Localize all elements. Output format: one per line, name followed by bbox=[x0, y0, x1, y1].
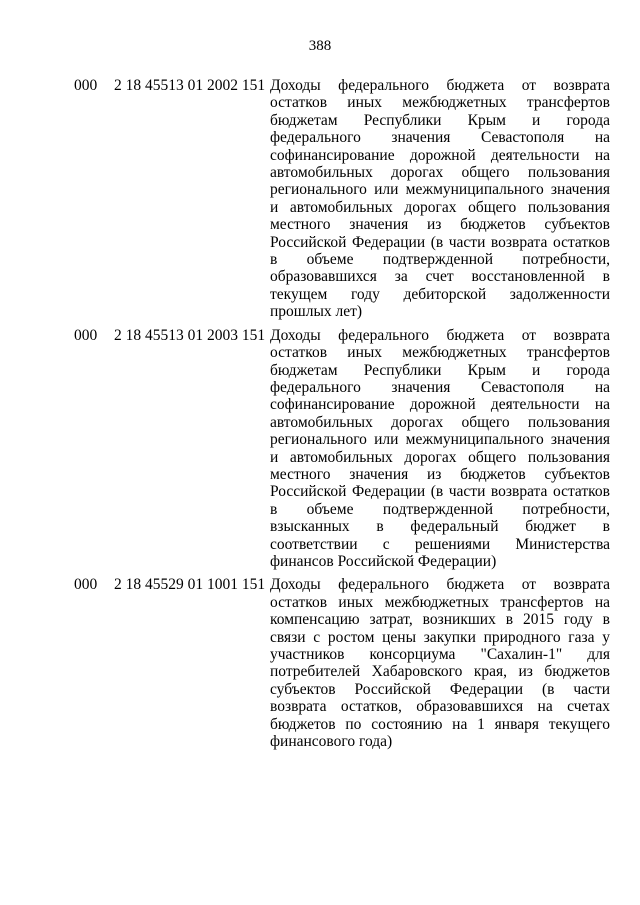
administrator-code: 000 bbox=[74, 77, 98, 94]
page-number: 388 bbox=[308, 38, 332, 54]
budget-codes-table bbox=[74, 77, 610, 756]
table-row bbox=[74, 327, 610, 571]
administrator-code: 000 bbox=[74, 576, 98, 594]
revenue-description: Доходы федерального бюджета от возврата остатков иных межбюджетных трансфертов бюджетам Республики Крым и города федерального значения Севастополя на софинансирование дорожной деятельности на автомобильных дорогах общего пользования регионального или межмуниципального значения и автомобильных дорогах общего пользования местного значения из бюджетов субъектов Российской Федерации (в части возврата остатков в объеме подтвержденной потребности, образовавшихся за счет восстановленной в текущем году дебиторской задолженности прошлых лет) bbox=[270, 77, 610, 321]
table-row bbox=[74, 77, 610, 321]
administrator-code: 000 bbox=[74, 326, 98, 344]
budget-classification-code: 2 18 45529 01 1001 151 bbox=[114, 576, 266, 594]
budget-classification-code: 2 18 45513 01 2003 151 bbox=[114, 326, 266, 344]
table-row bbox=[74, 576, 610, 750]
revenue-description: Доходы федерального бюджета от возврата остатков иных межбюджетных трансфертов бюджетам Республики Крым и города федерального значения Севастополя на софинансирование дорожной деятельности на автомобильных дорогах общего пользования регионального или межмуниципального значения и автомобильных дорогах общего пользования местного значения из бюджетов субъектов Российской Федерации (в части возврата остатков в объеме подтвержденной потребности, взысканных в федеральный бюджет в соответствии с решениями Министерства финансов Российской Федерации) bbox=[270, 326, 610, 570]
budget-classification-code: 2 18 45513 01 2002 151 bbox=[114, 77, 266, 94]
revenue-description: Доходы федерального бюджета от возврата остатков иных межбюджетных трансфертов на компенсацию затрат, возникших в 2015 году в связи с ростом цены закупки природного газа у участников консорциума "Сахалин-1" для потребителей Хабаровского края, из бюджетов субъектов Российской Федерации (в части возврата остатков, образовавшихся на счетах бюджетов по состоянию на 1 января текущего финансового года) bbox=[270, 576, 610, 751]
